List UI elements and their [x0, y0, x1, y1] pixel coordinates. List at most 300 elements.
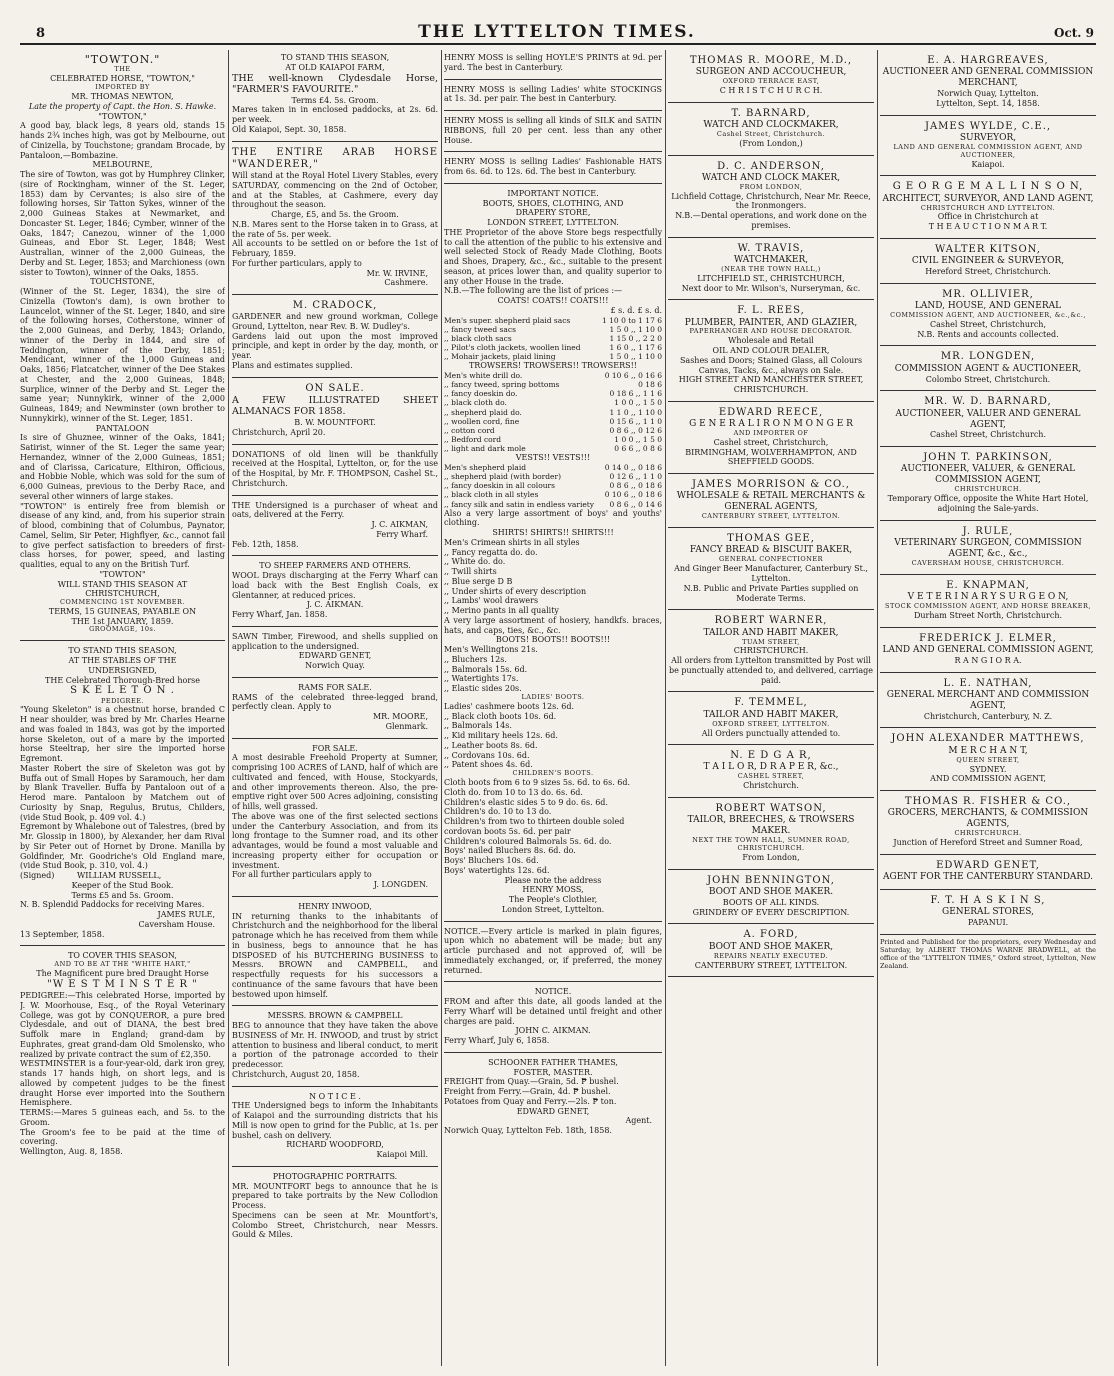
ad-paragraph: The sire of Towton, was got by Humphrey Clinker, (sire of Rockingham, winner of the St. Leger, 1853) dam by Cervantes; is also sire of the following horses, Sir Tatton Sykes, winner of the 2,000 Guineas Stakes at Newmarket, and Doncaster St. Leger, 1846; Cymber, winner of the Oaks, 1847; Canezou, winner of the 1,000 Guineas, and Ebor St. Leger, 1848; West Australian, winner of the 2,000 Guineas, the Derby and St. Leger, 1853; and Marchioness (own sister to Towton), winner of the Oaks, 1855.	[20, 170, 225, 277]
card-line: BOOT AND SHOE MAKER,	[708, 941, 834, 952]
card-line: JOHN ALEXANDER MATTHEWS,	[891, 733, 1085, 745]
price-row	[444, 500, 662, 509]
ad-signature: J. C. AIKMAN.	[306, 600, 364, 610]
card-line: L. E. NATHAN,	[943, 677, 1033, 689]
sheep-farmers-advert	[232, 558, 438, 624]
card-line: Junction of Hereford Street and Sumner Road,	[893, 838, 1083, 848]
list-item: Men's Crimean shirts in all styles	[444, 537, 580, 547]
photographic-advert	[232, 1169, 438, 1244]
farmers-favourite-advert	[232, 50, 438, 139]
card-line: Kaiapoi.	[971, 159, 1005, 169]
ad-date: Ferry Wharf, July 6, 1858.	[444, 1036, 550, 1046]
price-item: ,, Mohair jackets, plaid lining	[444, 352, 556, 362]
ad-separator	[232, 1086, 438, 1087]
price-item: ,, fancy tweed, spring bottoms	[444, 380, 560, 390]
col4-business-card	[668, 238, 874, 301]
price-value: 0 12 6 ,, 1 1 0	[609, 472, 662, 482]
list-item: ,, Balmorals 15s. 6d.	[444, 664, 528, 674]
price-value: 1 6 0 ,, 1 17 6	[609, 342, 662, 352]
ad-paragraph: "TOWTON" is entirely free from blemish or disease of any kind, and, from his superior strain of blood, combining that of Columbus, Paynator, Camel, Selim, Sir Peter, Highflyer, &c., cannot fail to give perfect satisfaction to breeders of first-class horses, for power, speed, and lasting qualities, equal to any on the British Turf.	[20, 501, 225, 569]
ad-separator	[232, 141, 438, 142]
trousers-price-table	[444, 371, 662, 453]
price-section-heading: COATS! COATS!! COATS!!!	[497, 296, 609, 305]
list-item: ,, Black cloth boots 10s. 6d.	[444, 711, 557, 721]
card-line: THOMAS R. FISHER & CO.,	[904, 796, 1072, 807]
price-row	[444, 398, 662, 407]
ad-date: Norwich Quay, Lyttelton Feb. 18th, 1858.	[444, 1126, 612, 1136]
card-line: COMMISSION AGENT & AUCTIONEER,	[894, 363, 1082, 374]
ad-date: 13 September, 1858.	[20, 929, 105, 939]
card-line: BIRMINGHAM, WOLVERHAMPTON, AND SHEFFIELD GOODS.	[685, 447, 857, 467]
column-divider	[228, 50, 229, 1366]
price-item: ,, cotton cord	[444, 425, 495, 435]
ad-paragraph: HENRY MOSS is selling Ladies' white STOCKINGS at 1s. 3d. per pair. The best in Canterbury.	[444, 84, 662, 104]
col4-business-card	[668, 103, 874, 156]
price-section-heading: CHILDREN'S BOOTS.	[512, 769, 594, 778]
card-line: ROBERT WATSON,	[715, 803, 827, 815]
list-item: ,, Fancy regatta do. do.	[444, 547, 538, 557]
moss-stockings-advert	[444, 82, 662, 109]
card-line: Temporary Office, opposite the White Hart Hotel, adjoining the Sale-yards.	[887, 494, 1089, 514]
price-item: Men's white drill do.	[444, 370, 523, 380]
price-item: Men's super. shepherd plaid sacs	[444, 315, 571, 325]
ad-separator	[232, 896, 438, 897]
ad-line: AT OLD KAIAPOI FARM,	[285, 62, 385, 72]
ad-paragraph: HENRY MOSS is selling Ladies' Fashionable HATS from 6s. 6d. to 12s. 6d. The best in Canterbury.	[444, 157, 662, 176]
ad-title: SCHOONER FATHER THAMES,	[488, 1057, 618, 1067]
ad-separator	[444, 183, 662, 184]
ad-title: M. CRADOCK,	[292, 300, 378, 312]
childrens-boots-list	[444, 778, 662, 876]
card-line: GENERAL MERCHANT AND COMMISSION AGENT,	[886, 689, 1090, 711]
col5-business-card	[880, 116, 1096, 177]
ad-signature: HENRY MOSS,	[522, 885, 584, 895]
ad-title: FOR SALE.	[312, 743, 358, 753]
ad-title: RAMS FOR SALE.	[298, 682, 372, 692]
ad-paragraph: Also a very large assortment of boys' and youths' clothing.	[444, 508, 662, 528]
list-item: ,, Bluchers 12s.	[444, 654, 507, 664]
list-item: ,, Under shirts of every description	[444, 586, 587, 596]
price-item: ,, Bedford cord	[444, 434, 502, 444]
card-line: PAPERHANGER AND HOUSE DECORATOR.	[689, 327, 853, 336]
moss-hats-advert	[444, 154, 662, 181]
card-line: Durham Street North, Christchurch.	[913, 610, 1063, 620]
card-line: Christchurch.	[743, 781, 799, 791]
ad-separator	[444, 110, 662, 111]
ad-separator	[20, 945, 225, 946]
price-value: 0 8 6 ,, 0 18 6	[609, 481, 662, 491]
list-item: ,, Twill shirts	[444, 567, 497, 577]
list-item: Children's from two to thirteen double soled cordovan boots 5s. 6d. per pair	[444, 817, 625, 836]
card-line: TAILOR, BREECHES, & TROWSERS MAKER.	[687, 815, 855, 837]
ad-title: NOTICE.	[534, 987, 572, 997]
ad-paragraph: THE Proprietor of the above Store begs respectfully to call the attention of the public to his extensive and well selected Stock of Ready Made Clothing, Boots and Shoes, Drapery, &c., &c., suitable to the present season, at prices lower than, and quality superior to any other House in the trade.	[444, 227, 662, 286]
col4-business-card	[668, 402, 874, 474]
card-line: WHOLESALE & RETAIL MERCHANTS & GENERAL AGENTS,	[676, 491, 866, 513]
ad-signature: EDWARD GENET,	[298, 651, 372, 661]
ad-paragraph: WESTMINSTER is a four-year-old, dark iron grey, stands 17 hands high, on short legs, and is allowed by competent judges to be the finest draught Horse ever imported into the Southern Hemisphere.	[20, 1059, 225, 1108]
card-line: Cashel street, Christchurch,	[713, 437, 829, 447]
ad-paragraph: Master Robert the sire of Skeleton was got by Buffa out of Small Hopes by Saramouch, her dam by Blank Traveller. Buffa by Pantaloon out of a Herod mare. Pantaloon by Matchem out of Curiosity by Snap, Regulus, Brutus, Childers, (vide Stud Book, p. 409 vol. 4.)	[20, 763, 225, 822]
price-value: 0 8 6 ,, 0 12 6	[609, 425, 662, 435]
ad-date: Christchurch, August 20, 1858.	[232, 1069, 360, 1079]
card-line: N.B. Rents and accounts collected.	[917, 329, 1059, 339]
col5-business-card	[880, 728, 1096, 791]
ad-paragraph: (Winner of the St. Leger, 1834), the sire of Cinizella (Towton's dam), is own brother to Launcelot, winner of the St. Leger, 1840, and sire of the following horses, Cotherstone, winner of the 2,000 Guineas, and Derby, 1843; Orlando, winner of the Derby in 1844, and sire of Teddington, winner of the Derby, 1851; Mendicant, winner of the 1,000 Guineas and Oaks, 1856; Flatcatcher, winner of the Dee Stakes at Chester, and the 2,000 Guineas, 1848; Surplice, winner of the Derby and St. Leger the same year; Nunnykirk, winner of the 2,000 Guineas, 1849; and Newminster (own brother to Nunnykirk), winner of the St. Leger, 1851.	[20, 287, 225, 423]
col5-business-card	[880, 239, 1096, 284]
shirts-list	[444, 538, 662, 616]
card-line: G E N E R A L I R O N M O N G E R	[689, 419, 853, 430]
card-line: Hereford Street, Christchurch.	[925, 267, 1051, 277]
ad-separator	[444, 79, 662, 80]
card-line: N.B. Public and Private Parties supplied on Moderate Terms.	[683, 583, 859, 603]
card-line: Cashel Street, Christchurch.	[716, 129, 826, 138]
ad-paragraph: A good bay, black legs, 8 years old, stands 15 hands 2¾ inches high, was got by Melbourne, out of Cinizella, by Touchstone; grandam Brocade, by Pantaloon,—Bombazine.	[20, 121, 225, 160]
ad-line: For further particulars, apply to	[232, 258, 362, 268]
col5-business-card	[880, 521, 1096, 575]
ad-line: Glenmark.	[385, 721, 428, 731]
list-item: ,, Balmorals 14s.	[444, 721, 512, 731]
card-line: All Orders punctually attended to.	[701, 728, 841, 738]
ad-signature: B. W. MOUNTFORT.	[294, 418, 376, 428]
ad-line: Kaiapoi Mill.	[376, 1150, 428, 1160]
ad-line: WILLIAM RUSSELL,	[76, 871, 162, 881]
timber-advert	[232, 629, 438, 675]
col5-business-card	[880, 447, 1096, 521]
ad-paragraph: Specimens can be seen at Mr. Mountfort's, Colombo Street, Christchurch, near Messrs. Gould & Miles.	[232, 1210, 438, 1240]
list-item: Boys' watertights 12s. 6d.	[444, 865, 550, 875]
col4-business-card	[668, 156, 874, 238]
ad-title: "W E S T M I N S T E R "	[47, 978, 198, 990]
ad-title: HENRY INWOOD,	[298, 901, 372, 911]
ad-signature: EDWARD GENET,	[516, 1106, 590, 1116]
ad-signature: Mr. W. IRVINE,	[366, 268, 428, 278]
card-line: HIGH STREET AND MANCHESTER STREET, CHRISTCHURCH.	[678, 375, 864, 395]
brown-campbell-advert	[232, 1008, 438, 1083]
mill-notice	[232, 1089, 438, 1164]
ad-line: N.B.—The following are the list of prices :—	[444, 286, 623, 296]
ad-separator	[232, 738, 438, 739]
westminster-advert	[20, 948, 225, 1160]
ad-line: THE Celebrated Thorough-Bred horse	[45, 675, 200, 685]
card-line: E. A. HARGREAVES,	[927, 55, 1049, 66]
card-line: J. RULE,	[962, 525, 1014, 537]
card-line: JOHN BENNINGTON,	[707, 874, 835, 886]
ad-separator	[444, 1052, 662, 1053]
ad-subhead: TOUCHSTONE,	[90, 277, 155, 287]
ad-date: Wellington, Aug. 8, 1858.	[20, 1147, 123, 1157]
ad-line: The People's Clothier,	[508, 895, 598, 905]
ad-paragraph: IN returning thanks to the inhabitants of Christchurch and the neighborhood for the liberal patronage which he has received from them while in business, begs to announce that he has DISPOSED of his BUTCHERING BUSINESS to Messrs. BROWN and CAMPBELL, and respectfully requests for his successors a continuance of the same favours that have been bestowed upon himself.	[232, 911, 438, 999]
ad-paragraph: HENRY MOSS is selling HOYLE'S PRINTS at 9d. per yard. The best in Canterbury.	[444, 53, 662, 72]
card-line: CHRISTCHURCH.	[733, 646, 809, 656]
ad-paragraph: "Young Skeleton" is a chestnut horse, branded C H near shoulder, was bred by Mr. Charles Hearne and was foaled in 1843, was got by the imported horse Skeleton, out of a mare by the imported horse Steeltrap, her sire the imported horse Egremont.	[20, 705, 225, 764]
price-section-heading: TROWSERS! TROWSERS!! TROWSERS!!	[468, 361, 638, 371]
card-line: BOOTS OF ALL KINDS.	[722, 897, 820, 907]
ad-line: AT THE STABLES OF THE	[68, 656, 177, 666]
card-line: LAND AND GENERAL COMMISSION AGENT,	[882, 644, 1094, 655]
price-item: ,, black cloth sacs	[444, 333, 512, 343]
card-line: FROM LONDON,	[739, 182, 803, 191]
ad-separator	[444, 921, 662, 922]
ad-paragraph: A most desirable Freehold Property at Sumner, comprising 100 ACRES of LAND, half of which are cultivated and fenced, with House, Stockyards, and other improvements thereon. Also, the pre-emptive right over 500 Acres adjoining, consisting of hills, well grassed.	[232, 753, 438, 812]
price-section-heading: VESTS!! VESTS!!!	[515, 453, 591, 463]
price-row	[444, 472, 662, 481]
price-value: 0 14 0 ,, 0 18 6	[604, 462, 662, 472]
card-line: Cashel Street, Christchurch.	[929, 430, 1047, 440]
card-line: AGENT FOR THE CANTERBURY STANDARD.	[883, 871, 1093, 882]
price-column-header: £ s. d. £ s. d.	[610, 305, 662, 315]
ad-paragraph: MR. MOUNTFORT begs to announce that he is prepared to take portraits by the New Collodion Process.	[232, 1181, 438, 1211]
card-line: Colombo Street, Christchurch.	[925, 374, 1051, 384]
card-line: F. TEMMEL,	[734, 697, 808, 709]
ad-line: PEDIGREE.	[100, 696, 145, 705]
card-line: V E T E R I N A R Y S U R G E O N,	[907, 592, 1069, 602]
card-line: QUEEN STREET,	[956, 755, 1020, 764]
ad-signature: J. LONGDEN.	[373, 880, 428, 890]
col5-business-card	[880, 628, 1096, 673]
ad-paragraph: FREIGHT from Quay.—Grain, 5d. ₱ bushel.	[444, 1077, 619, 1087]
price-item: Men's shepherd plaid	[444, 462, 527, 472]
ad-title: THE ENTIRE ARAB HORSE "WANDERER,"	[232, 146, 438, 170]
card-line: All orders from Lyttelton transmitted by Post will be punctually attended to, and delivered, carriage paid.	[668, 656, 873, 685]
card-line: OXFORD STREET, LYTTELTON.	[712, 719, 830, 728]
card-line: N.B.—Dental operations, and work done on the premises.	[675, 211, 867, 230]
ad-line: DRAPERY STORE,	[515, 208, 591, 218]
ad-paragraph: WOOL Drays discharging at the Ferry Wharf can load back with the Best English Coals, ex Glentanner, at reduced prices.	[232, 571, 438, 600]
ad-date: Christchurch, April 20.	[232, 427, 326, 437]
boots-list	[444, 645, 662, 694]
ad-line: TO STAND THIS SEASON,	[68, 646, 177, 656]
ad-line: BOOTS, SHOES, CLOTHING, AND	[482, 198, 624, 208]
card-line: TUAM STREET,	[742, 637, 800, 646]
ad-paragraph: N.B. Mares sent to the Horse taken in to Grass, at the rate of 5s. per week.	[232, 219, 438, 239]
card-line: GENERAL STORES,	[942, 907, 1034, 918]
list-item: Children's coloured Balmorals 5s. 6d. do.	[444, 836, 612, 846]
card-line: Sashes and Doors; Stained Glass, all Colours Canvas, Tacks, &c., always on Sale.	[679, 355, 863, 375]
ad-paragraph: The Groom's fee to be paid at the time of covering.	[20, 1127, 225, 1147]
list-item: ,, Elastic sides 20s.	[444, 684, 522, 694]
page-header	[0, 0, 1114, 40]
price-item: ,, Pilot's cloth jackets, woollen lined	[444, 342, 581, 352]
ad-line: Please note the address	[504, 875, 602, 885]
price-item: ,, fancy doeskin do.	[444, 389, 518, 399]
list-item: ,, Watertights 17s.	[444, 674, 519, 684]
ad-separator	[232, 495, 438, 496]
col5-business-card	[880, 50, 1096, 116]
ad-date: Ferry Wharf, Jan. 1858.	[232, 610, 328, 620]
col5-business-card	[880, 791, 1096, 855]
list-item: ,, Blue serge D B	[444, 576, 513, 586]
ad-paragraph: Mares taken in in enclosed paddocks, at 2s. 6d. per week.	[232, 105, 438, 125]
price-row	[444, 408, 662, 417]
price-value: 1 0 0 ,, 1 5 0	[614, 434, 662, 444]
ad-line: TERMS, 15 GUINEAS, PAYABLE ON	[48, 606, 197, 616]
list-item: ,, Lambs' wool drawers	[444, 596, 539, 606]
card-line: JAMES MORRISON & CO.,	[692, 479, 850, 491]
wheat-advert	[232, 498, 438, 554]
col4-business-card	[668, 474, 874, 528]
card-line: LAND AND GENERAL COMMISSION AGENT, AND AUCTIONEER,	[893, 142, 1083, 159]
card-line: From London,	[742, 853, 800, 863]
card-line: F. T. H A S K I N S,	[930, 894, 1046, 906]
skeleton-advert	[20, 643, 225, 943]
rams-advert	[232, 680, 438, 736]
column-4	[668, 50, 874, 1366]
price-value: 1 10 0 to 1 17 6	[601, 315, 662, 325]
price-item: ,, black cloth in all styles	[444, 490, 539, 500]
card-line: PAPANUI.	[967, 918, 1009, 928]
list-item: Boys' nailed Bluchers 8s. 6d. do.	[444, 846, 576, 856]
card-line: G E O R G E M A L L I N S O N,	[892, 181, 1084, 193]
price-section-heading: BOOTS! BOOTS!! BOOTS!!!	[495, 635, 611, 645]
card-line: SURGEON AND ACCOUCHEUR,	[695, 67, 847, 78]
price-item: ,, shepherd plaid (with border)	[444, 472, 561, 482]
drapery-store-advert	[444, 186, 662, 919]
card-line: Norwich Quay, Lyttelton.	[937, 89, 1039, 99]
list-item: Children's do. 10 to 13 do.	[444, 807, 552, 817]
ad-line: (Signed)	[20, 871, 55, 881]
price-section-heading: SHIRTS! SHIRTS!! SHIRTS!!!	[492, 528, 614, 538]
ad-paragraph: THE well-known Clydesdale Horse, "FARMER'S FAVOURITE."	[232, 72, 438, 96]
page-number: 8	[36, 26, 46, 41]
col4-business-card	[668, 745, 874, 798]
ad-signature: J. C. AIKMAN,	[371, 520, 428, 530]
moss-prints-advert	[444, 50, 662, 77]
col4-business-card	[668, 610, 874, 692]
ad-paragraph: Will stand at the Royal Hotel Livery Stables, every SATURDAY, commencing on the 2nd of October, and at the Stables, at Cashmere, every day throughout the season.	[232, 171, 438, 210]
price-row	[444, 463, 662, 472]
header-rule	[20, 43, 1096, 45]
col5-business-card	[880, 391, 1096, 447]
cradock-advert	[232, 297, 438, 375]
price-value: 1 0 0 ,, 1 5 0	[614, 398, 662, 408]
wanderer-advert	[232, 144, 438, 292]
card-line: AUCTIONEER AND GENERAL COMMISSION MERCHANT,	[882, 67, 1094, 89]
column-3	[444, 50, 662, 1366]
almanac-advert	[232, 380, 438, 442]
price-row	[444, 334, 662, 343]
ad-title: N O T I C E .	[309, 1091, 361, 1101]
card-line: BOOT AND SHOE MAKER.	[708, 886, 834, 897]
ad-separator	[232, 555, 438, 556]
card-line: T. BARNARD,	[731, 107, 811, 119]
ad-paragraph: Plans and estimates supplied.	[232, 360, 353, 370]
price-value: 1 5 0 ,, 1 10 0	[609, 352, 662, 362]
ad-paragraph: SAWN Timber, Firewood, and shells supplied on application to the undersigned.	[232, 631, 438, 651]
ad-line: THE	[114, 65, 131, 74]
card-line: AUCTIONEER, VALUER, & GENERAL COMMISSION AGENT,	[900, 464, 1076, 486]
card-line: STOCK COMMISSION AGENT, AND HORSE BREAKER,	[885, 601, 1091, 610]
card-line: MR. W. D. BARNARD,	[924, 396, 1052, 408]
price-row	[444, 371, 662, 380]
ferry-wharf-notice	[444, 984, 662, 1050]
card-line: CIVIL ENGINEER & SURVEYOR,	[911, 256, 1065, 267]
card-line: EDWARD GENET,	[936, 859, 1040, 871]
moss-ribbons-advert	[444, 113, 662, 149]
card-line: TAILOR AND HABIT MAKER,	[703, 709, 839, 720]
col5-business-card	[880, 284, 1096, 347]
ad-line: "TOWTON"	[99, 569, 146, 579]
col4-business-card	[668, 870, 874, 925]
price-section-heading: LADIES' BOOTS.	[521, 692, 585, 701]
col5-business-card	[880, 855, 1096, 890]
ad-line: FOSTER, MASTER.	[513, 1067, 593, 1077]
ad-title: MESSRS. BROWN & CAMPBELL	[267, 1011, 403, 1021]
card-line: Cashel Street, Christchurch,	[929, 319, 1047, 329]
ad-line: Charge, £5, and 5s. the Groom.	[271, 210, 399, 220]
price-value: 0 10 6 ,, 0 16 6	[604, 370, 662, 380]
card-line: SYDNEY.	[969, 764, 1007, 774]
col4-business-card	[668, 692, 874, 745]
ad-title: "TOWTON."	[84, 53, 161, 66]
card-line: Christchurch, Canterbury, N. Z.	[923, 711, 1053, 721]
ad-separator	[232, 377, 438, 378]
ad-title: ON SALE.	[305, 382, 365, 394]
schooner-advert	[444, 1055, 662, 1140]
card-line: Lyttelton, Sept. 14, 1858.	[936, 98, 1040, 108]
card-line: FANCY BREAD & BISCUIT BAKER,	[689, 545, 853, 556]
card-line: MR. OLLIVIER,	[942, 288, 1034, 300]
column-1	[20, 50, 225, 1366]
card-line: OXFORD TERRACE EAST,	[722, 77, 820, 86]
card-line: WATCH AND CLOCKMAKER,	[703, 120, 839, 131]
column-divider	[441, 50, 442, 1366]
card-line: OIL AND COLOUR DEALER,	[712, 346, 830, 356]
list-item: Ladies' cashmere boots 12s. 6d.	[444, 701, 575, 711]
card-line: CHRISTCHURCH AND LYTTELTON.	[920, 203, 1056, 212]
ad-paragraph: HENRY MOSS is selling all kinds of SILK and SATIN RIBBONS, full 20 per cent. less than any other House.	[444, 116, 662, 145]
ad-line: LONDON STREET, LYTTELTON.	[487, 218, 619, 227]
ad-line: Caversham House.	[138, 919, 215, 929]
card-line: N. E D G A R,	[730, 750, 812, 762]
card-line: E. KNAPMAN,	[946, 579, 1030, 591]
price-item: ,, shepherd plaid do.	[444, 407, 522, 417]
ladies-boots-list	[444, 702, 662, 770]
card-line: WALTER KITSON,	[935, 243, 1041, 255]
ad-paragraph: Is sire of Ghuznee, winner of the Oaks, 1841; Satirist, winner of the St. Leger the same year; Hernandez, winner of the 2,000 Guineas, 1851; and of Clarissa, Caricature, Elthiron, Officious, and Hobbie Noble, which was sold for the sum of 6,000 Guineas, previous to the Derby Race, and several other winners of large stakes.	[20, 433, 225, 501]
card-line: PLUMBER, PAINTER, AND GLAZIER,	[684, 317, 858, 328]
ad-line: Terms £5 and 5s. Groom.	[71, 890, 174, 900]
ad-signature: JOHN C. AIKMAN.	[515, 1026, 591, 1036]
imprint: Printed and Published for the proprietors, every Wednesday and Saturday, by ALBERT THOMAS WARNE BRADWELL, at the office of the "LYTTELTON TIMES," Oxford street, Lyttelton, New Zealand.	[880, 937, 1096, 970]
price-row	[444, 316, 662, 325]
ad-paragraph: The above was one of the first selected sections under the Canterbury Association, and from its long frontage to the Sumner road, and its other advantages, would be found a most valuable and increasing property either for occupation or investment.	[232, 811, 438, 870]
card-line: LITCHFIELD ST., CHRISTCHURCH,	[697, 273, 845, 283]
col4-business-card	[668, 300, 874, 402]
col5-business-card	[880, 176, 1096, 239]
card-line: C H R I S T C H U R C H.	[719, 86, 823, 96]
ad-paragraph: THE Undersigned begs to inform the Inhabitants of Kaiapoi and the surrounding districts that his Mill is now open to grind for the Public, at 1s. per bushel, cash on delivery.	[232, 1101, 438, 1140]
ad-paragraph: NOTICE.—Every article is marked in plain figures, upon which no abatement will be made; but any article purchased and not approved of, will be immediately exchanged, or, if preferred, the money returned.	[444, 926, 662, 975]
donations-advert	[232, 447, 438, 493]
ad-paragraph: Gardens laid out upon the most improved principle, and kept in order by the day, month, or year.	[232, 331, 438, 361]
list-item: ,, Patent shoes 4s. 6d.	[444, 760, 533, 770]
col5-business-card	[880, 673, 1096, 729]
price-value: 0 15 6 ,, 1 1 0	[609, 416, 662, 426]
ad-line: For all further particulars apply to	[232, 870, 372, 880]
ad-line: THE 1st JANUARY, 1859.	[71, 616, 174, 626]
card-line: JAMES WYLDE, C.E.,	[924, 120, 1052, 132]
price-row	[444, 380, 662, 389]
card-line: COMMISSION AGENT, AND AUCTIONEER, &c.,&c.,	[890, 311, 1086, 320]
ad-title: S K E L E T O N .	[70, 685, 175, 697]
price-item: ,, fancy silk and satin in endless variety	[444, 499, 595, 509]
ad-separator	[20, 640, 225, 641]
ad-line: CELEBRATED HORSE, "TOWTON,"	[50, 74, 195, 84]
card-line: GRINDERY OF EVERY DESCRIPTION.	[692, 907, 850, 917]
price-item: ,, woollen cord, fine	[444, 416, 520, 426]
